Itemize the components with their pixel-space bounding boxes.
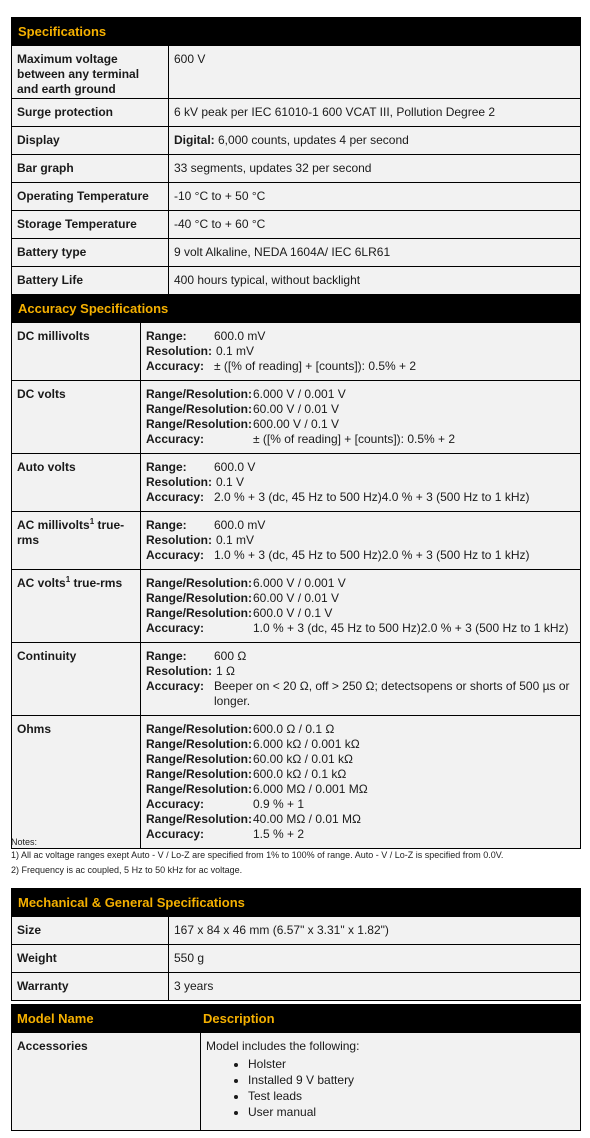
spec-row [12, 238, 580, 266]
function-label [12, 512, 141, 569]
accuracy-key: Accuracy: [146, 359, 205, 373]
range-resolution-key: Range/Resolution: [146, 591, 253, 605]
range-resolution-key: Range/Resolution: [146, 606, 253, 620]
accuracy-key: Accuracy: [146, 679, 205, 693]
function-label-text: AC volts [17, 576, 66, 590]
range-value: 600.0 mV [214, 518, 266, 532]
accuracy-value: 1.5 % + 2 [253, 827, 305, 841]
accuracy-row [12, 380, 580, 453]
model-table [11, 1004, 581, 1131]
range-resolution-key: Range/Resolution: [146, 767, 253, 781]
mechanical-row [12, 916, 580, 944]
specifications-header: Specifications [12, 18, 580, 45]
resolution-key: Resolution: [146, 664, 212, 678]
accuracy-row [12, 642, 580, 715]
range-resolution-value: 600.00 V / 0.1 V [253, 417, 340, 431]
range-resolution-key: Range/Resolution: [146, 576, 253, 590]
resolution-key: Resolution: [146, 475, 212, 489]
list-item: • Holster [248, 1056, 575, 1072]
accuracy-key: Accuracy: [146, 827, 205, 841]
model-header [12, 1005, 580, 1032]
spec-row [12, 182, 580, 210]
function-label-suffix: true-rms [70, 576, 123, 590]
function-label: DC millivolts [12, 323, 141, 380]
spec-row [12, 210, 580, 238]
mechanical-label: Warranty [12, 973, 169, 1000]
mechanical-row [12, 944, 580, 972]
range-resolution-value: 40.00 MΩ / 0.01 MΩ [253, 812, 361, 826]
range-resolution-key: Range/Resolution: [146, 752, 253, 766]
range-resolution-value: 6.000 MΩ / 0.001 MΩ [253, 782, 368, 796]
range-key: Range: [146, 329, 187, 343]
range-resolution-key: Range/Resolution: [146, 782, 253, 796]
spec-value: 33 segments, updates 32 per second [174, 161, 372, 175]
list-item: • User manual [248, 1104, 575, 1120]
accuracy-row [12, 715, 580, 848]
accuracy-table [11, 294, 581, 849]
range-key: Range: [146, 518, 187, 532]
function-specs [141, 716, 580, 848]
model-name: Accessories [12, 1033, 201, 1130]
mechanical-value: 167 x 84 x 46 mm (6.57" x 3.31" x 1.82") [174, 923, 389, 937]
spec-value: -10 °C to + 50 °C [174, 189, 266, 203]
resolution-value: 0.1 mV [216, 344, 255, 358]
function-label: DC volts [12, 381, 141, 453]
accuracy-header: Accuracy Specifications [12, 295, 580, 322]
function-specs [141, 323, 580, 380]
accuracy-key: Accuracy: [146, 621, 205, 635]
description-intro: Model includes the following: [206, 1039, 360, 1053]
accuracy-value: 1.0 % + 3 (dc, 45 Hz to 500 Hz)2.0 % + 3 (500 Hz to 1 kHz) [214, 548, 530, 562]
accuracy-value: 0.9 % + 1 [253, 797, 305, 811]
spec-label: Storage Temperature [12, 211, 169, 238]
range-key: Range: [146, 460, 187, 474]
accuracy-row [12, 511, 580, 569]
specifications-table [11, 17, 581, 295]
mechanical-value: 550 g [174, 951, 205, 965]
display-detail: 6,000 counts, updates 4 per second [214, 133, 409, 147]
range-resolution-value: 60.00 V / 0.01 V [253, 591, 340, 605]
range-resolution-key: Range/Resolution: [146, 417, 253, 431]
range-key: Range: [146, 649, 187, 663]
accuracy-value: ± ([% of reading] + [counts]): 0.5% + 2 [253, 432, 456, 446]
range-value: 600.0 mV [214, 329, 266, 343]
mechanical-row [12, 972, 580, 1000]
range-resolution-value: 6.000 kΩ / 0.001 kΩ [253, 737, 360, 751]
model-name-header: Model Name [17, 1011, 94, 1026]
spec-label: Battery Life [12, 267, 169, 294]
range-resolution-value: 6.000 V / 0.001 V [253, 387, 346, 401]
accuracy-row [12, 569, 580, 642]
function-label-text: AC millivolts [17, 518, 90, 532]
spec-value: -40 °C to + 60 °C [174, 217, 266, 231]
spec-label: Operating Temperature [12, 183, 169, 210]
list-item: • Test leads [248, 1088, 575, 1104]
resolution-key: Resolution: [146, 344, 212, 358]
range-resolution-value: 60.00 kΩ / 0.01 kΩ [253, 752, 353, 766]
range-resolution-value: 6.000 V / 0.001 V [253, 576, 346, 590]
spec-value [169, 127, 580, 154]
spec-row [12, 45, 580, 98]
mechanical-label: Weight [12, 945, 169, 972]
accuracy-value: 1.0 % + 3 (dc, 45 Hz to 500 Hz)2.0 % + 3 (500 Hz to 1 kHz) [253, 621, 569, 635]
model-description [201, 1033, 580, 1130]
spec-label: Battery type [12, 239, 169, 266]
accuracy-key: Accuracy: [146, 432, 205, 446]
range-resolution-value: 60.00 V / 0.01 V [253, 402, 340, 416]
range-resolution-key: Range/Resolution: [146, 402, 253, 416]
function-label-suffix: true-rms [17, 518, 125, 547]
spec-label: Display [12, 127, 169, 154]
note-1: 1) All ac voltage ranges exept Auto - V / Lo-Z are specified from 1% to 100% of range. Auto - V / Lo-Z is specified from 0.0V. [11, 850, 504, 860]
function-label: Auto volts [12, 454, 141, 511]
spec-label: Maximum voltage between any terminal and earth ground [12, 46, 169, 98]
mechanical-header: Mechanical & General Specifications [12, 889, 580, 916]
function-label [12, 570, 141, 642]
mechanical-label: Size [12, 917, 169, 944]
function-specs [141, 512, 580, 569]
accuracy-key: Accuracy: [146, 548, 205, 562]
function-label: Ohms [12, 716, 141, 848]
accuracy-key: Accuracy: [146, 797, 205, 811]
accuracy-value: Beeper on < 20 Ω, off > 250 Ω; detectsopens or shorts of 500 µs or longer. [214, 679, 570, 708]
footnote-mark: 1 [89, 517, 95, 526]
range-resolution-value: 600.0 Ω / 0.1 Ω [253, 722, 335, 736]
range-resolution-key: Range/Resolution: [146, 387, 253, 401]
function-specs [141, 454, 580, 511]
spec-value: 400 hours typical, without backlight [174, 273, 361, 287]
spec-value: 6 kV peak per IEC 61010-1 600 VCAT III, Pollution Degree 2 [174, 105, 496, 119]
mechanical-value: 3 years [174, 979, 214, 993]
spec-row [12, 98, 580, 126]
function-label: Continuity [12, 643, 141, 715]
footnote-mark: 1 [65, 575, 71, 584]
notes [11, 836, 581, 878]
list-item: • Installed 9 V battery [248, 1072, 575, 1088]
mechanical-table [11, 888, 581, 1001]
model-row [12, 1032, 580, 1130]
range-resolution-key: Range/Resolution: [146, 812, 253, 826]
accuracy-key: Accuracy: [146, 490, 205, 504]
resolution-value: 0.1 V [216, 475, 245, 489]
spec-label: Surge protection [12, 99, 169, 126]
spec-label: Bar graph [12, 155, 169, 182]
spec-row [12, 126, 580, 154]
accuracy-row [12, 322, 580, 380]
note-2: 2) Frequency is ac coupled, 5 Hz to 50 kHz for ac voltage. [11, 865, 243, 875]
function-specs [141, 381, 580, 453]
range-resolution-key: Range/Resolution: [146, 722, 253, 736]
spec-row [12, 266, 580, 294]
description-header: Description [203, 1011, 275, 1026]
range-resolution-key: Range/Resolution: [146, 737, 253, 751]
spec-row [12, 154, 580, 182]
accuracy-row [12, 453, 580, 511]
function-specs [141, 643, 580, 715]
notes-title: Notes: [11, 837, 38, 847]
accessories-list [206, 1056, 575, 1120]
resolution-key: Resolution: [146, 533, 212, 547]
range-value: 600 Ω [214, 649, 247, 663]
function-specs [141, 570, 580, 642]
range-resolution-value: 600.0 V / 0.1 V [253, 606, 333, 620]
resolution-value: 1 Ω [216, 664, 235, 678]
resolution-value: 0.1 mV [216, 533, 255, 547]
spec-value: 9 volt Alkaline, NEDA 1604A/ IEC 6LR61 [174, 245, 391, 259]
spec-value: 600 V [174, 52, 206, 66]
range-resolution-value: 600.0 kΩ / 0.1 kΩ [253, 767, 347, 781]
display-type: Digital: [174, 133, 215, 147]
range-value: 600.0 V [214, 460, 256, 474]
accuracy-value: ± ([% of reading] + [counts]): 0.5% + 2 [214, 359, 417, 373]
accuracy-value: 2.0 % + 3 (dc, 45 Hz to 500 Hz)4.0 % + 3 (500 Hz to 1 kHz) [214, 490, 530, 504]
